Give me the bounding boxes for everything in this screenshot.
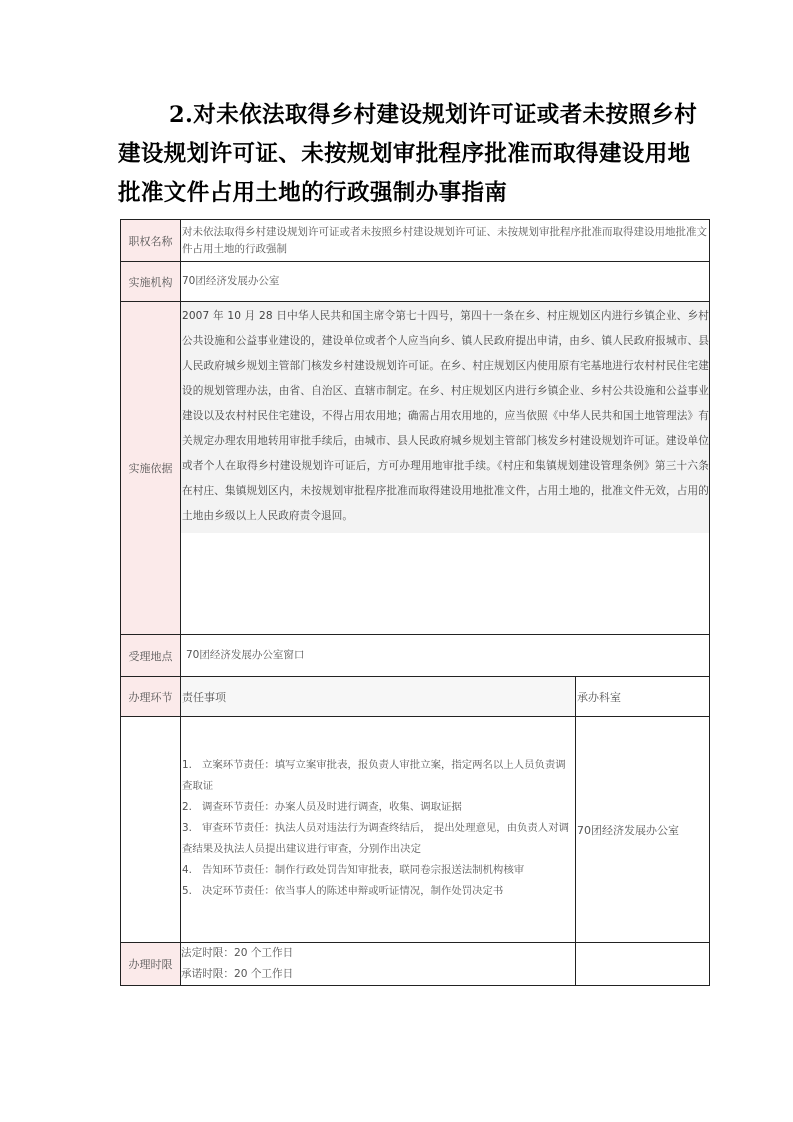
row-basis xyxy=(121,302,710,635)
dept-column-header: 承办科室 xyxy=(577,690,621,704)
legal-time-limit: 法定时限：20 个工作日 xyxy=(181,947,294,959)
label-process: 办理环节 xyxy=(121,677,181,717)
duty-item: 4. 告知环节责任：制作行政处罚告知审批表，联同卷宗报送法制机构核审 xyxy=(182,864,525,876)
label-agency: 实施机构 xyxy=(121,262,181,302)
duty-list-cell xyxy=(181,717,576,943)
value-basis xyxy=(181,302,710,635)
row-process-body xyxy=(121,717,710,943)
guide-table xyxy=(120,219,710,986)
header-dept xyxy=(576,677,710,717)
document-title: 2.对未依法取得乡村建设规划许可证或者未按照乡村建设规划许可证、未按规划审批程序批准而取得建设用地批准文件占用土地的行政强制办事指南 xyxy=(118,102,698,206)
value-location xyxy=(181,635,710,677)
basis-text: 2007 年 10 月 28 日中华人民共和国主席令第七十四号，第四十一条在乡、村庄规划区内进行乡镇企业、乡村公共设施和公益事业建设的，建设单位或者个人应当向乡、镇人民政府提出申请，由乡、镇人民政府报城市、县人民政府城乡规划主管部门核发乡村建设规划许可证。在乡、村庄规划区内使用原有宅基地进行农村村民住宅建设的规划管理办法，由省、自治区、直辖市制定。在乡、村庄规划区内进行乡镇企业、乡村公共设施和公益事业建设以及农村村民住宅建设，不得占用农用地；确需占用农用地的，应当依照《中华人民共和国土地管理法》有关规定办理农用地转用审批手续后，由城市、县人民政府城乡规划主管部门核发乡村建设规划许可证。建设单位或者个人在取得乡村建设规划许可证后，方可办理用地审批手续。《村庄和集镇规划建设管理条例》第三十六条在村庄、集镇规划区内，未按规划审批程序批准而取得建设用地批准文件，占用土地的，批准文件无效，占用的土地由乡级以上人民政府责令退回。 xyxy=(181,302,709,533)
duty-item: 3. 审查环节责任：执法人员对违法行为调查终结后， 提出处理意见，由负责人对调查结果及执法人员提出建议进行审查，分别作出决定 xyxy=(182,822,569,855)
value-power-name xyxy=(181,220,710,262)
row-agency xyxy=(121,262,710,302)
location-text: 70团经济发展办公室窗口 xyxy=(186,649,305,661)
value-time-limit xyxy=(181,943,576,986)
duty-item: 2. 调查环节责任：办案人员及时进行调查，收集、调取证据 xyxy=(182,801,462,813)
row-location xyxy=(121,635,710,677)
agency-text: 70团经济发展办公室 xyxy=(182,275,280,287)
value-agency xyxy=(181,262,710,302)
row-process-header xyxy=(121,677,710,717)
duty-item: 1. 立案环节责任：填写立案审批表，报负责人审批立案，指定两名以上人员负责调查取证 xyxy=(182,759,566,792)
row-time-limit xyxy=(121,943,710,986)
label-time-limit: 办理时限 xyxy=(121,943,181,986)
label-power-name: 职权名称 xyxy=(121,220,181,262)
process-label-spacer xyxy=(121,717,181,943)
header-duty xyxy=(181,677,576,717)
duty-column-header: 责任事项 xyxy=(182,690,226,704)
dept-cell: 70团经济发展办公室 xyxy=(576,717,710,943)
promised-time-limit: 承诺时限：20 个工作日 xyxy=(181,968,294,980)
row-power-name xyxy=(121,220,710,262)
label-location: 受理地点 xyxy=(121,635,181,677)
duty-item: 5. 决定环节责任：依当事人的陈述申辩或听证情况，制作处罚决定书 xyxy=(182,885,504,897)
label-basis: 实施依据 xyxy=(121,302,181,635)
power-name-text: 对未依法取得乡村建设规划许可证或者未按照乡村建设规划许可证、未按规划审批程序批准而取得建设用地批准文件占用土地的行政强制 xyxy=(182,226,707,255)
time-limit-empty xyxy=(576,943,710,986)
duty-list xyxy=(181,717,575,942)
